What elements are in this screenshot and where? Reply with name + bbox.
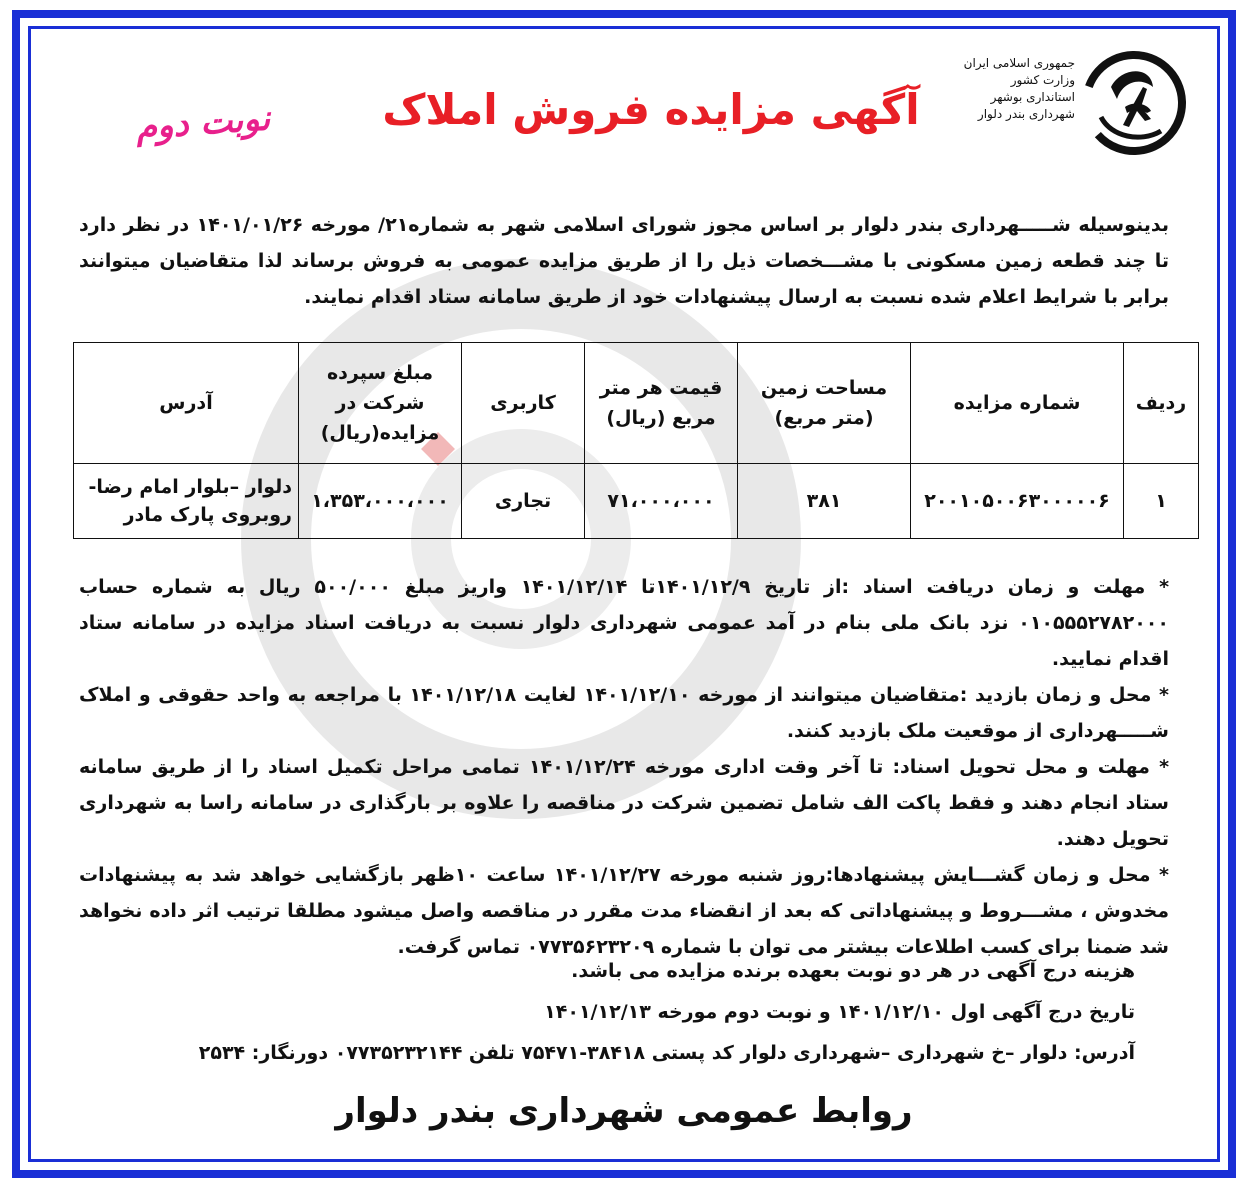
condition-visit: * محل و زمان بازدید :متقاضیان میتوانند از مورخه ۱۴۰۱/۱۲/۱۰ لغایت ۱۴۰۱/۱۲/۱۸ با مراجعه به واحد حقوقی و املاک شـــــهرداری از موقعیت ملک بازدید کنند.	[79, 684, 1169, 742]
cell-row-number: ۱	[1124, 464, 1199, 539]
dates-line: تاریخ درج آگهی اول ۱۴۰۱/۱۲/۱۰ و نوبت دوم مورخه ۱۴۰۱/۱۲/۱۳	[544, 1001, 1135, 1023]
conditions-list	[79, 569, 1169, 965]
notice-title: آگهی مزایده فروش املاک	[382, 85, 920, 134]
condition-opening: * محل و زمان گشـــایش پیشنهادها:روز شنبه مورخه ۱۴۰۱/۱۲/۲۷ ساعت ۱۰ظهر بازگشایی خواهد شد به پیشنهادات مخدوش ، مشـــروط و پیشنهاداتی که بعد از انقضاء مدت مقرر در مناقصه واصل میشود مطلقا ترتیب اثر داده نخواهد شد ضمنا برای کسب اطلاعات بیشتر می توان با شماره ۰۷۷۳۵۶۲۳۲۰۹ تماس گرفت.	[79, 864, 1169, 958]
org-line: شهرداری بندر دلوار	[977, 107, 1075, 121]
signoff: روابط عمومی شهرداری بندر دلوار	[335, 1091, 913, 1131]
cell-area: ۳۸۱	[738, 464, 911, 539]
col-address: آدرس	[74, 343, 299, 464]
col-row-number: ردیف	[1124, 343, 1199, 464]
col-deposit: مبلغ سپرده شرکت در مزایده(ریال)	[299, 343, 462, 464]
cell-price-per-meter: ۷۱،۰۰۰،۰۰۰	[585, 464, 738, 539]
table-row	[74, 464, 1199, 539]
address-line: آدرس: دلوار –خ شهرداری –شهرداری دلوار کد پستی ۳۸۴۱۸-۷۵۴۷۱ تلفن ۰۷۷۳۵۲۳۲۱۴۴ دورنگار: ۲۵۳۴	[198, 1042, 1135, 1064]
col-auction-number: شماره مزایده	[911, 343, 1124, 464]
cost-line: هزینه درج آگهی در هر دو نوبت بعهده برنده مزایده می باشد.	[571, 960, 1135, 982]
org-line: وزارت کشور	[1010, 73, 1075, 87]
col-area: مساحت زمین (متر مربع)	[738, 343, 911, 464]
col-usage: کاربری	[462, 343, 585, 464]
col-price-per-meter: قیمت هر متر مربع (ریال)	[585, 343, 738, 464]
cell-usage: تجاری	[462, 464, 585, 539]
org-line: جمهوری اسلامی ایران	[963, 56, 1075, 70]
cell-auction-number: ۲۰۰۱۰۵۰۰۶۳۰۰۰۰۰۶	[911, 464, 1124, 539]
cell-deposit: ۱،۳۵۳،۰۰۰،۰۰۰	[299, 464, 462, 539]
condition-delivery: * مهلت و محل تحویل اسناد: تا آخر وقت اداری مورخه ۱۴۰۱/۱۲/۲۴ تمامی مراحل تکمیل اسناد را از طریق سامانه ستاد انجام دهند و فقط پاکت الف شامل تضمین شرکت در مناقصه را علاوه بر بارگذاری در سامانه راسا به شهرداری تحویل دهند.	[79, 756, 1170, 850]
table-header-row	[74, 343, 1199, 464]
condition-documents: * مهلت و زمان دریافت اسناد :از تاریخ ۱۴۰۱/۱۲/۹تا ۱۴۰۱/۱۲/۱۴ واریز مبلغ ۵۰۰/۰۰۰ ریال به شماره حساب ۰۱۰۵۵۵۲۷۸۲۰۰۰ نزد بانک ملی بنام در آمد عمومی شهرداری دلوار نسبت به دریافت اسناد مزایده در سامانه ستاد اقدام نمایید.	[79, 576, 1170, 670]
municipality-logo-icon	[1081, 47, 1187, 159]
intro-paragraph: بدینوسیله شـــــهرداری بندر دلوار بر اساس مجوز شورای اسلامی شهر به شماره۲۱/ مورخه ۱۴۰۱/۰۱/۲۶ در نظر دارد تا چند قطعه زمین مسکونی با مشـــخصات ذیل را از طریق مزایده عمومی به فروش برساند لذا متقاضیان میتوانند برابر با شرایط اعلام شده نسبت به ارسال پیشنهادات خود از طریق سامانه ستاد اقدام نمایند.	[79, 214, 1170, 308]
turn-label: نوبت دوم	[134, 98, 272, 148]
cell-address: دلوار –بلوار امام رضا- روبروی پارک مادر	[74, 464, 299, 539]
org-line: استانداری بوشهر	[990, 90, 1075, 104]
auction-table	[73, 342, 1199, 539]
footer-lines	[79, 951, 1169, 1074]
outer-border	[12, 10, 1236, 1178]
notice-panel	[28, 26, 1220, 1162]
